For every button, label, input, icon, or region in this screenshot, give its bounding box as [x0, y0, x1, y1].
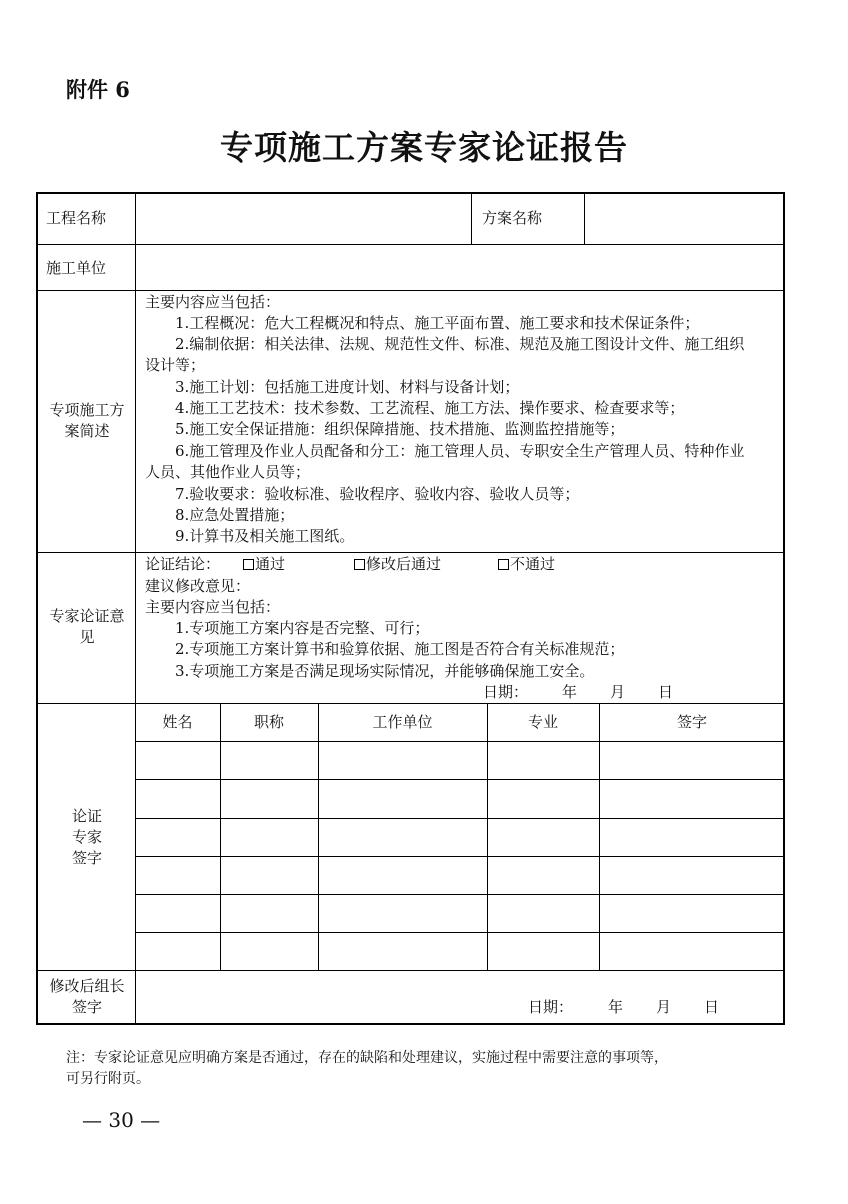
checkbox-icon[interactable] [498, 559, 509, 570]
footnote-line: 注：专家论证意见应明确方案是否通过，存在的缺陷和处理建议，实施过程中需要注意的事项等， [66, 1050, 668, 1066]
page-number: — 30 — [82, 1108, 161, 1132]
summary-item: 1.工程概况：危大工程概况和特点、施工平面布置、施工要求和技术保证条件； [175, 314, 700, 332]
row-divider [38, 703, 783, 704]
attachment-label: 附件 6 [66, 77, 130, 102]
footnote [66, 1048, 668, 1090]
expert-opinion-label: 专家论证意见 [49, 607, 125, 646]
opinion-intro: 主要内容应当包括： [145, 598, 281, 616]
col-divider [135, 194, 136, 1023]
header-name: 姓名 [162, 713, 193, 731]
page-title: 专项施工方案专家论证报告 [220, 128, 628, 167]
opinion-month: 月 [610, 683, 626, 701]
row-divider [38, 970, 783, 971]
option-pass[interactable]: 通过 [243, 554, 285, 575]
summary-item: 3.施工计划：包括施工进度计划、材料与设备计划； [175, 378, 520, 396]
summary-item: 5.施工安全保证措施：组织保障措施、技术措施、监测监控措施等； [175, 420, 625, 438]
leader-date-label: 日期： [528, 998, 574, 1016]
opinion-year: 年 [562, 683, 578, 701]
summary-item: 设计等； [145, 356, 206, 374]
row-divider [135, 779, 783, 780]
footnote-line: 可另行附页。 [66, 1071, 150, 1087]
row-divider [135, 856, 783, 857]
plan-name-label: 方案名称 [482, 209, 543, 227]
opinion-item: 1.专项施工方案内容是否完整、可行； [175, 619, 430, 637]
col-divider [318, 703, 319, 970]
summary-item: 8.应急处置措施； [175, 506, 295, 524]
col-divider [220, 703, 221, 970]
summary-item: 2.编制依据：相关法律、法规、规范性文件、标准、规范及施工图设计文件、施工组织 [175, 335, 745, 353]
row-divider [135, 932, 783, 933]
opinion-day: 日 [658, 683, 674, 701]
row-divider [135, 894, 783, 895]
opinion-item: 2.专项施工方案计算书和验算依据、施工图是否符合有关标准规范； [175, 640, 625, 658]
checkbox-icon[interactable] [243, 559, 254, 570]
col-divider [487, 703, 488, 970]
row-divider [38, 244, 783, 245]
summary-item: 人员、其他作业人员等； [145, 463, 311, 481]
row-divider [38, 290, 783, 291]
expert-signature-label: 论证专家签字 [71, 807, 102, 867]
leader-month: 月 [656, 998, 672, 1016]
summary-item: 4.施工工艺技术：技术参数、工艺流程、施工方法、操作要求、检查要求等； [175, 399, 685, 417]
header-signature: 签字 [676, 713, 707, 731]
summary-item: 6.施工管理及作业人员配备和分工：施工管理人员、专职安全生产管理人员、特种作业 [175, 442, 745, 460]
opinion-date-label: 日期： [483, 683, 529, 701]
opinion-item: 3.专项施工方案是否满足现场实际情况，并能够确保施工安全。 [175, 662, 595, 680]
header-specialty: 专业 [527, 713, 558, 731]
summary-item: 9.计算书及相关施工图纸。 [175, 527, 355, 545]
col-divider [584, 194, 585, 244]
report-form [36, 192, 785, 1025]
row-divider [135, 741, 783, 742]
conclusion-label: 论证结论： [145, 555, 221, 573]
col-divider [471, 194, 472, 244]
project-name-label: 工程名称 [46, 209, 107, 227]
checkbox-icon[interactable] [354, 559, 365, 570]
suggestion-label: 建议修改意见： [145, 577, 251, 595]
leader-day: 日 [704, 998, 720, 1016]
header-employer: 工作单位 [372, 713, 433, 731]
row-divider [38, 552, 783, 553]
row-divider [135, 818, 783, 819]
option-pass-after-revision[interactable]: 修改后通过 [354, 554, 441, 575]
plan-summary-label: 专项施工方案简述 [49, 401, 125, 440]
construction-unit-label: 施工单位 [46, 259, 107, 277]
header-title: 职称 [253, 713, 284, 731]
col-divider [599, 703, 600, 970]
leader-year: 年 [608, 998, 624, 1016]
summary-item: 7.验收要求：验收标准、验收程序、验收内容、验收人员等； [175, 485, 580, 503]
leader-signature-label: 修改后组长签字 [49, 977, 125, 1016]
summary-intro: 主要内容应当包括： [145, 293, 281, 311]
option-fail[interactable]: 不通过 [498, 554, 555, 575]
